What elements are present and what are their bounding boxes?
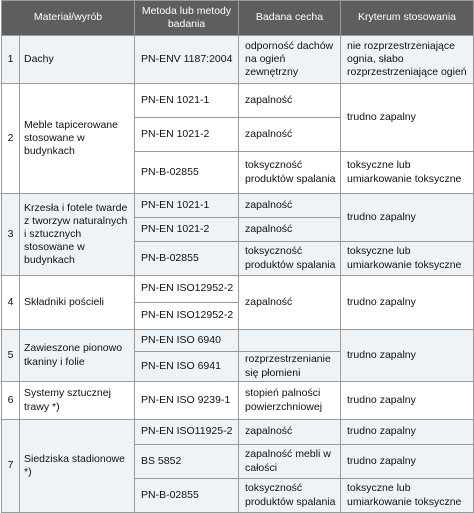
- material-cell: Systemy sztucznej trawy *): [20, 382, 135, 420]
- criterion-cell: trudno zapalny: [341, 420, 474, 445]
- row-number: 1: [2, 36, 20, 84]
- material-cell: Meble tapicerowane stosowane w budynkach: [20, 84, 135, 194]
- table-row: [2, 420, 474, 445]
- method-cell: PN-EN ISO 9239-1: [135, 382, 239, 420]
- table-row: [2, 382, 474, 420]
- material-cell: Składniki pościeli: [20, 276, 135, 330]
- row-number: 3: [2, 194, 20, 276]
- property-cell: zapalność: [239, 420, 341, 445]
- header-criterion: Kryterum stosowania: [341, 1, 474, 36]
- method-cell: BS 5852: [135, 445, 239, 479]
- property-cell: zapalność: [239, 218, 341, 242]
- table-row: [2, 276, 474, 303]
- row-number: 2: [2, 84, 20, 194]
- method-cell: PN-EN ISO11925-2: [135, 420, 239, 445]
- method-cell: PN-ENV 1187:2004: [135, 36, 239, 84]
- criterion-cell: trudno zapalny: [341, 330, 474, 382]
- method-cell: PN-B-02855: [135, 242, 239, 276]
- row-number: 6: [2, 382, 20, 420]
- criterion-cell: trudno zapalny: [341, 382, 474, 420]
- method-cell: PN-EN 1021-1: [135, 194, 239, 218]
- table-row: [2, 194, 474, 218]
- property-cell: toksyczność produktów spalania: [239, 152, 341, 194]
- criterion-cell: toksyczne lub umiarkowanie toksyczne: [341, 479, 474, 513]
- property-cell: rozprzestrzenianie się płomieni: [239, 352, 341, 382]
- requirements-table: [1, 0, 474, 513]
- header-row: [2, 1, 474, 36]
- method-cell: PN-B-02855: [135, 479, 239, 513]
- property-cell: zapalność: [239, 118, 341, 152]
- property-cell: toksyczność produktów spalania: [239, 242, 341, 276]
- property-cell: zapalność: [239, 84, 341, 118]
- criterion-cell: toksyczne lub umiarkowanie toksyczne: [341, 242, 474, 276]
- material-cell: Siedziska stadionowe *): [20, 420, 135, 513]
- criterion-cell: trudno zapalny: [341, 194, 474, 242]
- property-cell: zapalność: [239, 276, 341, 330]
- method-cell: PN-EN 1021-2: [135, 218, 239, 242]
- header-method: Metoda lub metody badania: [135, 1, 239, 36]
- criterion-cell: trudno zapalny: [341, 84, 474, 152]
- method-cell: PN-EN 1021-2: [135, 118, 239, 152]
- table-row: [2, 36, 474, 84]
- criterion-cell: trudno zapalny: [341, 445, 474, 479]
- property-cell: zapalność: [239, 194, 341, 218]
- property-cell: stopień palności powierzchniowej: [239, 382, 341, 420]
- material-cell: Krzesła i fotele twarde z tworzyw naturalnych i sztucznych stosowane w budynkach: [20, 194, 135, 276]
- table-row: [2, 84, 474, 118]
- criterion-cell: toksyczne lub umiarkowanie toksyczne: [341, 152, 474, 194]
- method-cell: PN-EN 1021-1: [135, 84, 239, 118]
- method-cell: PN-EN ISO 6940: [135, 330, 239, 352]
- method-cell: PN-EN ISO12952-2: [135, 303, 239, 330]
- row-number: 7: [2, 420, 20, 513]
- property-cell: odporność dachów na ogień zewnętrzny: [239, 36, 341, 84]
- method-cell: PN-B-02855: [135, 152, 239, 194]
- row-number: 5: [2, 330, 20, 382]
- method-cell: PN-EN ISO12952-2: [135, 276, 239, 303]
- property-cell: zapalność mebli w całości: [239, 445, 341, 479]
- header-property: Badana cecha: [239, 1, 341, 36]
- material-cell: Dachy: [20, 36, 135, 84]
- material-cell: Zawieszone pionowo tkaniny i folie: [20, 330, 135, 382]
- row-number: 4: [2, 276, 20, 330]
- table-row: [2, 330, 474, 352]
- method-cell: PN-EN ISO 6941: [135, 352, 239, 382]
- header-material: Materiał/wyrób: [2, 1, 135, 36]
- criterion-cell: nie rozprzestrzeniające ognia, słabo rozprzestrzeniające ogień: [341, 36, 474, 84]
- property-cell: toksyczność produktów spalania: [239, 479, 341, 513]
- criterion-cell: trudno zapalny: [341, 276, 474, 330]
- property-cell: [239, 330, 341, 352]
